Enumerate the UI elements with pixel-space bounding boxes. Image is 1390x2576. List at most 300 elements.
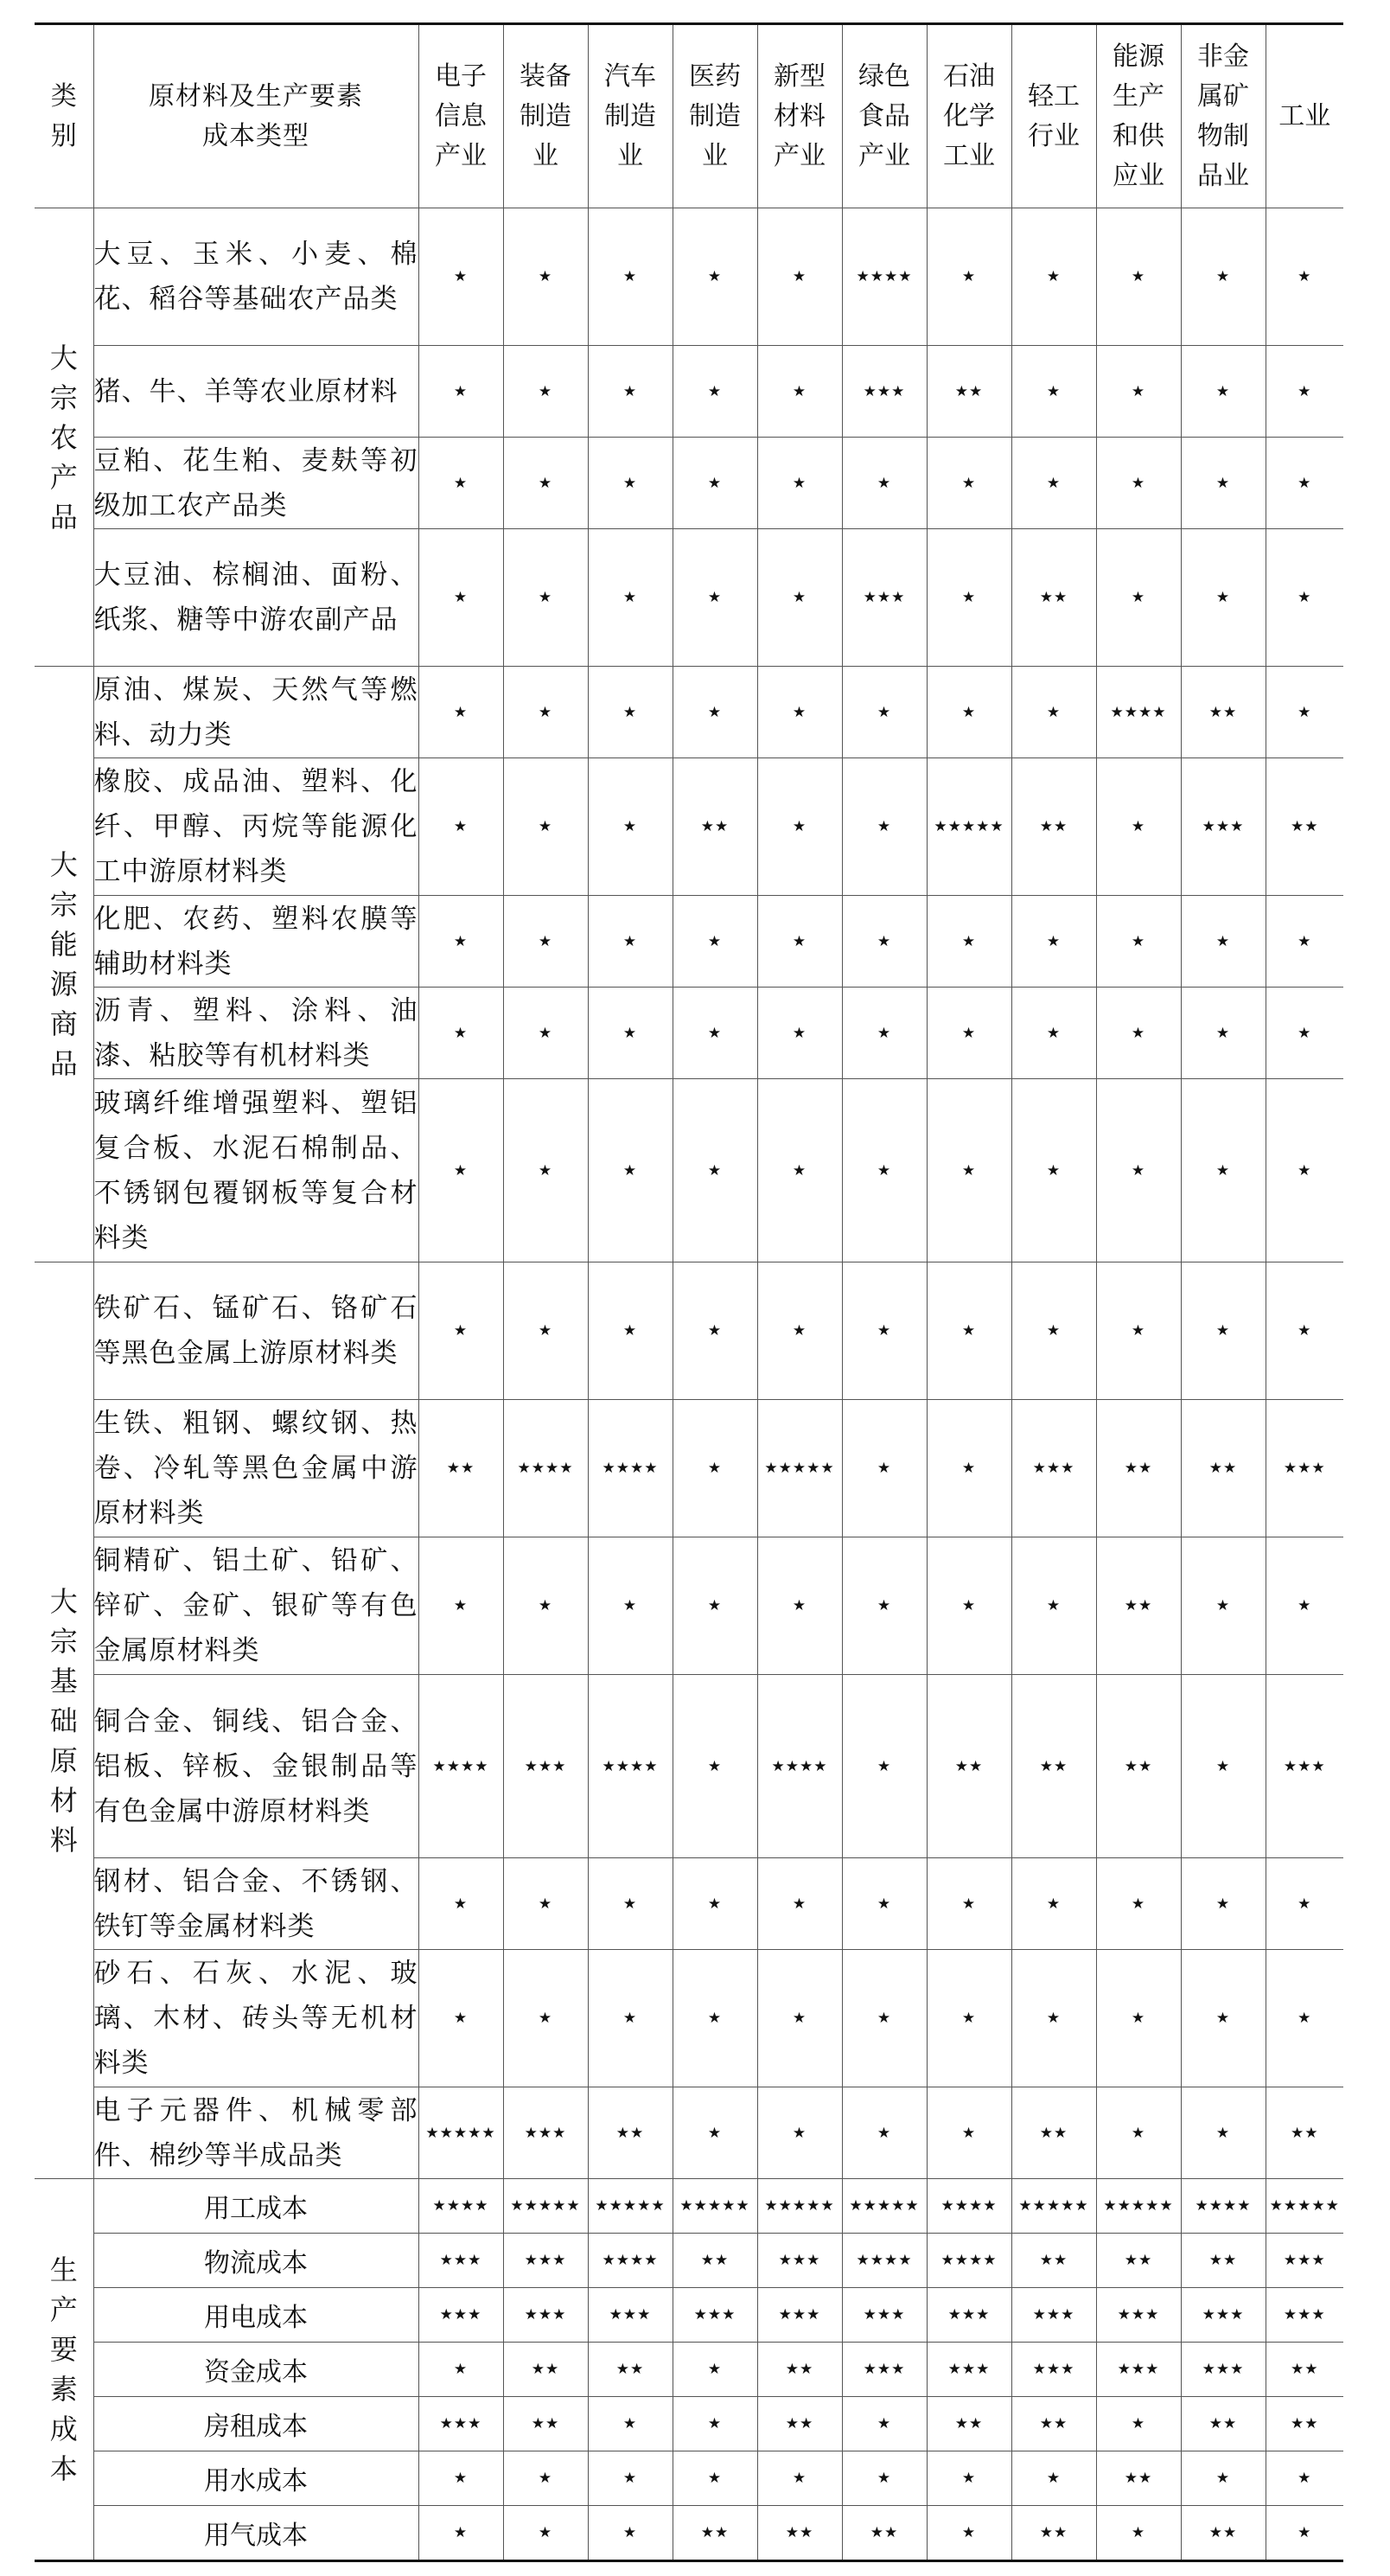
rating-cell: ★★ — [1181, 667, 1266, 758]
rating-cell: ★★ — [1011, 2397, 1096, 2451]
category-cell — [35, 667, 93, 1262]
rating-cell: ★ — [927, 208, 1011, 346]
rating-cell: ★ — [842, 1537, 927, 1675]
table-row — [35, 1400, 1343, 1537]
rating-cell: ★ — [1266, 1858, 1343, 1950]
rating-cell: ★★ — [418, 1400, 503, 1537]
rating-cell: ★★ — [757, 2343, 842, 2397]
rating-cell: ★★★★ — [927, 2179, 1011, 2234]
rating-cell: ★★ — [503, 2343, 588, 2397]
rating-cell: ★ — [1011, 1858, 1096, 1950]
industry-label: 石油化学工业 — [943, 61, 995, 171]
rating-cell: ★ — [757, 2087, 842, 2179]
rating-cell: ★★★ — [1181, 2343, 1266, 2397]
rating-cell: ★ — [1096, 2087, 1181, 2179]
rating-cell: ★★★ — [842, 2288, 927, 2343]
rating-cell: ★ — [673, 1537, 757, 1675]
rating-cell: ★ — [1011, 208, 1096, 346]
rating-cell: ★ — [418, 1537, 503, 1675]
rating-cell: ★ — [1096, 529, 1181, 667]
rating-cell: ★ — [757, 438, 842, 529]
header-type-label: 原材料及生产要素成本类型 — [149, 80, 363, 151]
rating-cell: ★ — [503, 1537, 588, 1675]
rating-cell: ★★★ — [842, 529, 927, 667]
header-industry — [418, 24, 503, 208]
industry-label: 装备制造业 — [520, 61, 571, 171]
rating-cell: ★ — [927, 896, 1011, 988]
rating-cell: ★ — [927, 1079, 1011, 1262]
rating-cell: ★ — [503, 1262, 588, 1400]
rating-cell: ★ — [418, 346, 503, 438]
table-row — [35, 2506, 1343, 2561]
rating-cell: ★★★★★ — [842, 2179, 927, 2234]
rating-cell: ★ — [842, 758, 927, 896]
rating-cell: ★ — [1181, 896, 1266, 988]
table-row — [35, 2234, 1343, 2288]
rating-cell: ★ — [673, 1262, 757, 1400]
rating-cell: ★★ — [1011, 758, 1096, 896]
rating-cell: ★ — [588, 529, 673, 667]
rating-cell: ★ — [673, 2087, 757, 2179]
rating-cell: ★ — [673, 667, 757, 758]
rating-cell: ★★★★ — [588, 1675, 673, 1858]
rating-cell: ★★ — [757, 2506, 842, 2561]
rating-cell: ★ — [1096, 1858, 1181, 1950]
rating-cell: ★★★ — [927, 2343, 1011, 2397]
rating-cell: ★★ — [1096, 1400, 1181, 1537]
rating-cell: ★ — [757, 1079, 842, 1262]
rating-cell: ★★★ — [1181, 758, 1266, 896]
rating-cell: ★ — [927, 1950, 1011, 2087]
rating-cell: ★★ — [673, 758, 757, 896]
header-industry — [1096, 24, 1181, 208]
header-industry — [927, 24, 1011, 208]
rating-cell: ★★ — [503, 2397, 588, 2451]
rating-cell: ★★★★ — [588, 1400, 673, 1537]
cost-type-cell: 猪、牛、羊等农业原材料 — [93, 346, 418, 438]
cost-type-cell: 用工成本 — [93, 2179, 418, 2234]
rating-cell: ★ — [418, 758, 503, 896]
rating-cell: ★★★★★ — [1266, 2179, 1343, 2234]
rating-cell: ★ — [503, 2451, 588, 2506]
rating-cell: ★ — [1266, 1079, 1343, 1262]
rating-cell: ★ — [927, 667, 1011, 758]
table-row — [35, 1858, 1343, 1950]
rating-cell: ★★★ — [757, 2288, 842, 2343]
cost-type-cell: 大豆油、棕榈油、面粉、纸浆、糖等中游农副产品 — [93, 529, 418, 667]
rating-cell: ★ — [588, 758, 673, 896]
rating-cell: ★ — [418, 1950, 503, 2087]
rating-cell: ★ — [1181, 2087, 1266, 2179]
rating-cell: ★ — [1096, 2397, 1181, 2451]
rating-cell: ★ — [418, 2506, 503, 2561]
rating-cell: ★ — [842, 1262, 927, 1400]
rating-cell: ★ — [673, 1675, 757, 1858]
category-cell — [35, 2179, 93, 2561]
table-row — [35, 667, 1343, 758]
cost-type-cell: 物流成本 — [93, 2234, 418, 2288]
cost-type-cell: 资金成本 — [93, 2343, 418, 2397]
rating-cell: ★ — [1266, 529, 1343, 667]
rating-cell: ★ — [1096, 1262, 1181, 1400]
rating-cell: ★ — [503, 667, 588, 758]
rating-cell: ★★★ — [842, 2343, 927, 2397]
rating-cell: ★ — [673, 1950, 757, 2087]
rating-cell: ★★★ — [757, 2234, 842, 2288]
rating-cell: ★ — [1096, 2506, 1181, 2561]
rating-cell: ★ — [1266, 208, 1343, 346]
rating-cell: ★ — [588, 1950, 673, 2087]
rating-cell: ★ — [588, 1858, 673, 1950]
rating-cell: ★ — [1011, 346, 1096, 438]
rating-cell: ★ — [1096, 758, 1181, 896]
rating-cell: ★★ — [1266, 2397, 1343, 2451]
rating-cell: ★★★★★ — [927, 758, 1011, 896]
rating-cell: ★★★ — [1011, 2343, 1096, 2397]
table-row — [35, 208, 1343, 346]
rating-cell: ★ — [927, 438, 1011, 529]
rating-cell: ★ — [503, 896, 588, 988]
rating-cell: ★★★ — [418, 2397, 503, 2451]
rating-cell: ★ — [503, 1079, 588, 1262]
rating-cell: ★ — [1266, 2506, 1343, 2561]
cost-rating-sheet — [35, 22, 1343, 2562]
rating-cell: ★ — [1011, 1262, 1096, 1400]
rating-cell: ★ — [757, 758, 842, 896]
rating-cell: ★ — [588, 2451, 673, 2506]
rating-cell: ★ — [757, 1858, 842, 1950]
industry-label: 能源生产和供应业 — [1113, 41, 1164, 191]
rating-cell: ★ — [418, 2451, 503, 2506]
rating-cell: ★★ — [1011, 529, 1096, 667]
rating-cell: ★ — [1266, 667, 1343, 758]
cost-type-cell: 电子元器件、机械零部件、棉纱等半成品类 — [93, 2087, 418, 2179]
table-row — [35, 529, 1343, 667]
rating-cell: ★★ — [1266, 2343, 1343, 2397]
rating-cell: ★ — [673, 896, 757, 988]
header-industry — [1011, 24, 1096, 208]
rating-cell: ★ — [1181, 988, 1266, 1079]
header-industry — [1266, 24, 1343, 208]
industry-label: 电子信息产业 — [435, 61, 487, 171]
rating-cell: ★ — [1181, 1675, 1266, 1858]
cost-type-cell: 橡胶、成品油、塑料、化纤、甲醇、丙烷等能源化工中游原材料类 — [93, 758, 418, 896]
rating-cell: ★★★ — [927, 2288, 1011, 2343]
rating-cell: ★ — [418, 208, 503, 346]
table-row — [35, 2179, 1343, 2234]
rating-cell: ★★ — [1266, 758, 1343, 896]
rating-cell: ★★★ — [588, 2288, 673, 2343]
rating-cell: ★ — [418, 667, 503, 758]
rating-cell: ★★★ — [1011, 1400, 1096, 1537]
rating-cell: ★ — [1011, 896, 1096, 988]
table-row — [35, 988, 1343, 1079]
rating-cell: ★ — [673, 346, 757, 438]
category-cell — [35, 1262, 93, 2179]
cost-type-cell: 生铁、粗钢、螺纹钢、热卷、冷轧等黑色金属中游原材料类 — [93, 1400, 418, 1537]
rating-cell: ★★★ — [1096, 2288, 1181, 2343]
header-industry — [503, 24, 588, 208]
rating-cell: ★★ — [1011, 2234, 1096, 2288]
rating-cell: ★ — [673, 208, 757, 346]
rating-cell: ★ — [1096, 1079, 1181, 1262]
rating-cell: ★ — [927, 529, 1011, 667]
rating-cell: ★ — [588, 346, 673, 438]
header-industry — [757, 24, 842, 208]
rating-cell: ★ — [757, 667, 842, 758]
rating-cell: ★★ — [673, 2234, 757, 2288]
cost-type-cell: 钢材、铝合金、不锈钢、铁钉等金属材料类 — [93, 1858, 418, 1950]
rating-cell: ★ — [927, 1858, 1011, 1950]
rating-cell: ★ — [1266, 988, 1343, 1079]
rating-cell: ★ — [1266, 896, 1343, 988]
rating-cell: ★★ — [1096, 2451, 1181, 2506]
rating-cell: ★ — [757, 208, 842, 346]
header-industry — [842, 24, 927, 208]
rating-cell: ★ — [842, 1858, 927, 1950]
rating-cell: ★★★★★ — [588, 2179, 673, 2234]
table-row — [35, 1079, 1343, 1262]
cost-type-cell: 玻璃纤维增强塑料、塑铝复合板、水泥石棉制品、不锈钢包覆钢板等复合材料类 — [93, 1079, 418, 1262]
table-row — [35, 2087, 1343, 2179]
cost-type-cell: 铜精矿、铝土矿、铅矿、锌矿、金矿、银矿等有色金属原材料类 — [93, 1537, 418, 1675]
rating-cell: ★ — [588, 438, 673, 529]
rating-cell: ★ — [1011, 667, 1096, 758]
cost-type-cell: 大豆、玉米、小麦、棉花、稻谷等基础农产品类 — [93, 208, 418, 346]
rating-cell: ★ — [673, 1858, 757, 1950]
rating-cell: ★★ — [1011, 2506, 1096, 2561]
rating-cell: ★ — [588, 667, 673, 758]
rating-cell: ★ — [1181, 1858, 1266, 1950]
rating-cell: ★★★ — [1266, 1400, 1343, 1537]
rating-cell: ★ — [757, 2451, 842, 2506]
rating-cell: ★ — [503, 529, 588, 667]
table-body — [35, 208, 1343, 2561]
rating-cell: ★ — [673, 2343, 757, 2397]
cost-type-cell: 豆粕、花生粕、麦麸等初级加工农产品类 — [93, 438, 418, 529]
rating-cell: ★ — [927, 2087, 1011, 2179]
rating-cell: ★★★★ — [842, 208, 927, 346]
rating-cell: ★ — [418, 2343, 503, 2397]
rating-cell: ★ — [503, 1858, 588, 1950]
rating-cell: ★★ — [588, 2087, 673, 2179]
cost-type-cell: 用气成本 — [93, 2506, 418, 2561]
rating-cell: ★ — [588, 896, 673, 988]
rating-cell: ★★★ — [418, 2234, 503, 2288]
rating-cell: ★★★★ — [418, 1675, 503, 1858]
rating-cell: ★ — [418, 529, 503, 667]
rating-cell: ★ — [503, 758, 588, 896]
rating-cell: ★★ — [673, 2506, 757, 2561]
rating-cell: ★ — [503, 438, 588, 529]
rating-cell: ★ — [842, 2087, 927, 2179]
rating-cell: ★★ — [1181, 1400, 1266, 1537]
cost-type-cell: 铜合金、铜线、铝合金、铝板、锌板、金银制品等有色金属中游原材料类 — [93, 1675, 418, 1858]
rating-cell: ★ — [1181, 208, 1266, 346]
cost-type-cell: 砂石、石灰、水泥、玻璃、木材、砖头等无机材料类 — [93, 1950, 418, 2087]
rating-cell: ★ — [842, 1079, 927, 1262]
rating-cell: ★ — [1181, 1950, 1266, 2087]
rating-cell: ★★ — [927, 2397, 1011, 2451]
rating-cell: ★★★★ — [757, 1675, 842, 1858]
cost-type-cell: 化肥、农药、塑料农膜等辅助材料类 — [93, 896, 418, 988]
cost-type-cell: 用电成本 — [93, 2288, 418, 2343]
rating-cell: ★★★★ — [588, 2234, 673, 2288]
rating-cell: ★★★ — [1266, 1675, 1343, 1858]
category-label: 大宗基础原材料 — [49, 1584, 78, 1857]
rating-cell: ★ — [1011, 1537, 1096, 1675]
rating-cell: ★ — [1011, 1079, 1096, 1262]
rating-cell: ★ — [757, 529, 842, 667]
rating-cell: ★ — [503, 346, 588, 438]
category-label: 大宗能源商品 — [49, 848, 78, 1080]
rating-cell: ★★ — [1181, 2234, 1266, 2288]
rating-cell: ★★ — [1096, 1675, 1181, 1858]
rating-cell: ★ — [418, 438, 503, 529]
rating-cell: ★ — [1011, 1950, 1096, 2087]
table-row — [35, 2343, 1343, 2397]
rating-cell: ★ — [1181, 438, 1266, 529]
cost-type-cell: 铁矿石、锰矿石、铬矿石等黑色金属上游原材料类 — [93, 1262, 418, 1400]
cost-type-cell: 原油、煤炭、天然气等燃料、动力类 — [93, 667, 418, 758]
rating-cell: ★ — [1266, 1950, 1343, 2087]
rating-cell: ★★★ — [503, 2288, 588, 2343]
rating-cell: ★★★ — [1266, 2234, 1343, 2288]
rating-cell: ★★★ — [673, 2288, 757, 2343]
rating-cell: ★ — [1011, 438, 1096, 529]
rating-cell: ★ — [1181, 529, 1266, 667]
rating-cell: ★★★★ — [503, 1400, 588, 1537]
header-category — [35, 24, 93, 208]
rating-cell: ★ — [1011, 988, 1096, 1079]
rating-cell: ★ — [418, 1262, 503, 1400]
rating-cell: ★★★★★ — [673, 2179, 757, 2234]
rating-cell: ★ — [927, 988, 1011, 1079]
industry-label: 轻工行业 — [1028, 80, 1080, 151]
cost-type-cell: 房租成本 — [93, 2397, 418, 2451]
industry-label: 非金属矿物制品业 — [1197, 41, 1249, 191]
rating-cell: ★ — [927, 1537, 1011, 1675]
rating-cell: ★ — [588, 208, 673, 346]
rating-cell: ★ — [673, 529, 757, 667]
rating-cell: ★★★ — [1096, 2343, 1181, 2397]
category-cell — [35, 208, 93, 667]
table-row — [35, 2451, 1343, 2506]
rating-cell: ★ — [1181, 1537, 1266, 1675]
rating-cell: ★★ — [927, 1675, 1011, 1858]
industry-label: 医药制造业 — [689, 61, 741, 171]
rating-cell: ★ — [588, 2506, 673, 2561]
rating-cell: ★ — [503, 208, 588, 346]
table-row — [35, 2397, 1343, 2451]
rating-cell: ★★ — [1266, 2087, 1343, 2179]
cost-type-cell: 用水成本 — [93, 2451, 418, 2506]
rating-cell: ★ — [842, 988, 927, 1079]
category-label: 生产要素成本 — [49, 2253, 78, 2485]
rating-cell: ★ — [1096, 438, 1181, 529]
rating-cell: ★ — [842, 2397, 927, 2451]
rating-cell: ★ — [588, 1537, 673, 1675]
rating-cell: ★ — [503, 988, 588, 1079]
rating-cell: ★ — [418, 896, 503, 988]
cost-type-cell: 沥青、塑料、涂料、油漆、粘胶等有机材料类 — [93, 988, 418, 1079]
rating-cell: ★ — [927, 1262, 1011, 1400]
rating-cell: ★ — [673, 1079, 757, 1262]
rating-cell: ★★★★ — [927, 2234, 1011, 2288]
rating-cell: ★★★★ — [418, 2179, 503, 2234]
rating-cell: ★ — [1096, 1950, 1181, 2087]
rating-cell: ★ — [503, 2506, 588, 2561]
rating-cell: ★ — [757, 1262, 842, 1400]
rating-cell: ★★★★ — [842, 2234, 927, 2288]
rating-cell: ★★★★ — [1096, 667, 1181, 758]
header-industry — [1181, 24, 1266, 208]
rating-cell: ★ — [1266, 1537, 1343, 1675]
rating-cell: ★★ — [1181, 2397, 1266, 2451]
rating-cell: ★★★★★ — [503, 2179, 588, 2234]
table-row — [35, 1537, 1343, 1675]
rating-cell: ★ — [842, 1950, 927, 2087]
rating-cell: ★★★★★ — [1096, 2179, 1181, 2234]
rating-cell: ★★★ — [503, 2087, 588, 2179]
table-row — [35, 438, 1343, 529]
rating-cell: ★ — [1266, 2451, 1343, 2506]
rating-cell: ★ — [588, 1262, 673, 1400]
header-row — [35, 24, 1343, 208]
rating-cell: ★ — [757, 346, 842, 438]
header-category-label: 类别 — [50, 80, 77, 151]
rating-cell: ★★ — [588, 2343, 673, 2397]
rating-cell: ★ — [1181, 1262, 1266, 1400]
rating-cell: ★ — [1096, 346, 1181, 438]
industry-label: 绿色食品产业 — [858, 61, 910, 171]
rating-cell: ★ — [1096, 208, 1181, 346]
rating-cell: ★ — [673, 1400, 757, 1537]
rating-cell: ★★ — [927, 346, 1011, 438]
rating-cell: ★ — [842, 896, 927, 988]
rating-cell: ★ — [927, 1400, 1011, 1537]
rating-cell: ★ — [418, 1858, 503, 1950]
rating-cell: ★ — [588, 988, 673, 1079]
category-label: 大宗农产品 — [49, 341, 78, 534]
rating-cell: ★ — [1181, 2451, 1266, 2506]
rating-cell: ★★★★★ — [1011, 2179, 1096, 2234]
rating-cell: ★ — [503, 1950, 588, 2087]
rating-cell: ★ — [673, 2397, 757, 2451]
rating-cell: ★ — [1266, 346, 1343, 438]
cost-rating-table — [35, 22, 1343, 2562]
industry-label: 新型材料产业 — [774, 61, 826, 171]
table-row — [35, 1675, 1343, 1858]
table-row — [35, 1262, 1343, 1400]
rating-cell: ★ — [1096, 988, 1181, 1079]
rating-cell: ★ — [673, 988, 757, 1079]
rating-cell: ★ — [418, 988, 503, 1079]
rating-cell: ★ — [1266, 438, 1343, 529]
rating-cell: ★ — [927, 2506, 1011, 2561]
header-industry — [673, 24, 757, 208]
industry-label: 汽车制造业 — [604, 61, 656, 171]
rating-cell: ★★ — [1011, 2087, 1096, 2179]
table-row — [35, 758, 1343, 896]
rating-cell: ★★★ — [503, 2234, 588, 2288]
rating-cell: ★★★ — [1011, 2288, 1096, 2343]
rating-cell: ★★★ — [1181, 2288, 1266, 2343]
rating-cell: ★ — [588, 2397, 673, 2451]
rating-cell: ★ — [1096, 896, 1181, 988]
rating-cell: ★ — [1181, 346, 1266, 438]
rating-cell: ★ — [842, 1400, 927, 1537]
